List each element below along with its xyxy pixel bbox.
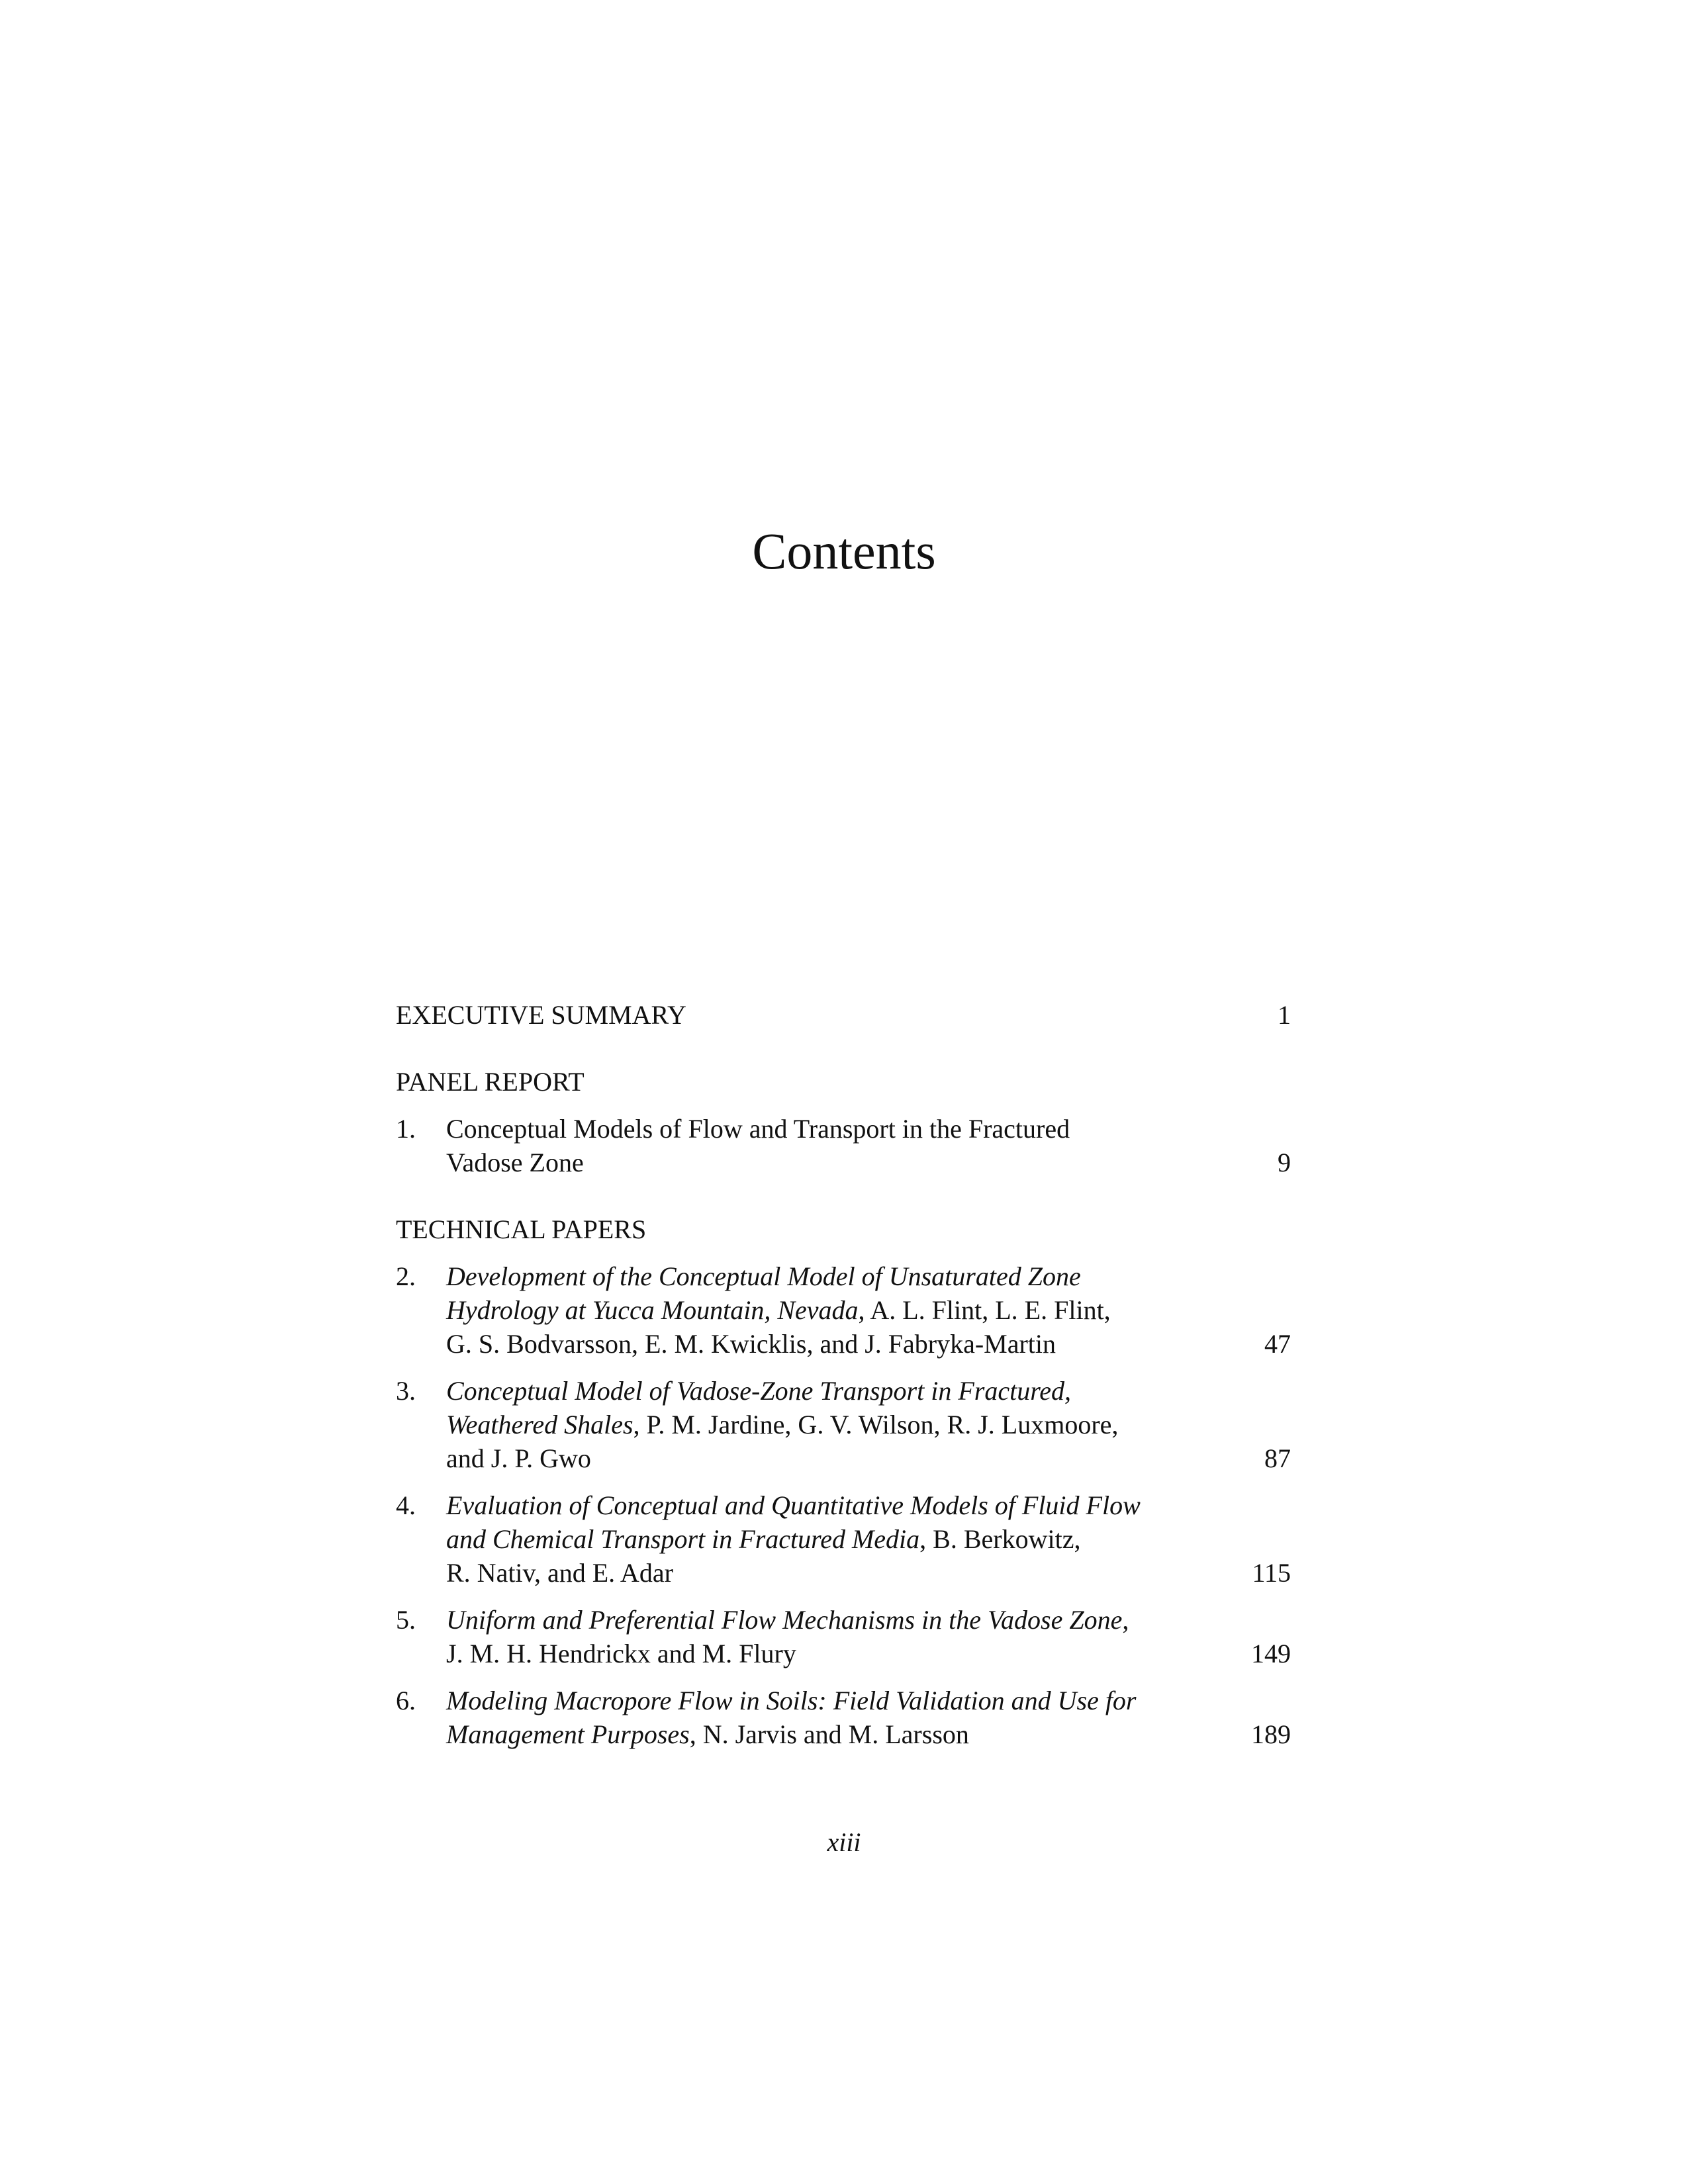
toc-entry-title: [446, 1374, 1211, 1475]
toc-entry-line: [446, 1717, 1211, 1751]
toc-section-label: TECHNICAL PAPERS: [396, 1214, 647, 1244]
toc-page-number: 87: [1264, 1443, 1291, 1473]
panel-report-entries: [396, 1112, 1291, 1179]
toc-executive-summary[interactable]: [396, 998, 1291, 1032]
toc-entry-line: [446, 1146, 1211, 1179]
toc-entry-line: [446, 1684, 1211, 1717]
toc-entry-line-plain: Vadose Zone: [446, 1148, 584, 1177]
toc-section-heading: [396, 1065, 1291, 1099]
toc-entry-line-plain: ,: [1122, 1605, 1129, 1635]
toc-entry-line: [446, 1293, 1211, 1327]
page-title: Contents: [752, 522, 936, 580]
toc-entry-number: 4.: [396, 1490, 416, 1520]
toc-entry-line: [446, 1522, 1211, 1556]
toc-entry-line-plain: and J. P. Gwo: [446, 1443, 591, 1473]
toc-entry-line-plain: G. S. Bodvarsson, E. M. Kwicklis, and J. Fabryka-Martin: [446, 1329, 1056, 1359]
toc-entry-line: [446, 1408, 1211, 1441]
toc-entry-line-italic: Uniform and Preferential Flow Mechanisms in the Vadose Zone: [446, 1605, 1123, 1635]
toc-entry-line: [446, 1441, 1211, 1475]
toc-entry-line: [446, 1488, 1211, 1522]
toc-entry[interactable]: [396, 1684, 1291, 1751]
toc-entry-line-plain: , N. Jarvis and M. Larsson: [689, 1719, 969, 1749]
toc-entry-line-plain: J. M. H. Hendrickx and M. Flury: [446, 1639, 796, 1668]
table-of-contents: [396, 998, 1291, 1751]
toc-entry[interactable]: [396, 1603, 1291, 1670]
toc-entry[interactable]: [396, 1488, 1291, 1590]
toc-page-number: 149: [1251, 1639, 1291, 1668]
page-folio: xiii: [827, 1827, 861, 1857]
toc-entry[interactable]: [396, 1259, 1291, 1361]
toc-entry-line-italic: Management Purposes: [446, 1719, 690, 1749]
toc-entry-number: 1.: [396, 1114, 416, 1144]
toc-entry-title: [446, 1112, 1211, 1179]
toc-page-number: 1: [1278, 1000, 1291, 1030]
toc-section-label: PANEL REPORT: [396, 1067, 585, 1097]
toc-entry-line: [446, 1259, 1211, 1293]
toc-entry-line-plain: , B. Berkowitz,: [919, 1524, 1081, 1554]
toc-entry-line-italic: Development of the Conceptual Model of Unsaturated Zone: [446, 1261, 1081, 1291]
toc-entry-line: [446, 1556, 1211, 1590]
toc-entry-line: [446, 1327, 1211, 1361]
toc-entry[interactable]: [396, 1112, 1291, 1179]
toc-entry-line-italic: Evaluation of Conceptual and Quantitative Models of Fluid Flow: [446, 1490, 1141, 1520]
toc-entry-line: [446, 1637, 1211, 1670]
toc-entry-number: 6.: [396, 1686, 416, 1715]
toc-page-number: 115: [1252, 1558, 1291, 1588]
toc-entry-line: [446, 1603, 1211, 1637]
toc-entry-title: [446, 1684, 1211, 1751]
toc-entry-line-italic: Modeling Macropore Flow in Soils: Field Validation and Use for: [446, 1686, 1137, 1715]
toc-section-label: EXECUTIVE SUMMARY: [396, 1000, 686, 1030]
toc-entry-line-italic: and Chemical Transport in Fractured Media: [446, 1524, 920, 1554]
toc-entry-title: [446, 1603, 1211, 1670]
toc-section-heading: [396, 1212, 1291, 1246]
toc-entry-line-plain: R. Nativ, and E. Adar: [446, 1558, 673, 1588]
toc-entry-title: [446, 1259, 1211, 1361]
technical-papers-entries: [396, 1259, 1291, 1751]
toc-page-number: 47: [1264, 1329, 1291, 1359]
toc-entry-line-italic: Hydrology at Yucca Mountain, Nevada: [446, 1295, 859, 1325]
toc-entry-line-plain: Conceptual Models of Flow and Transport in the Fractured: [446, 1114, 1070, 1144]
toc-entry-title: [446, 1488, 1211, 1590]
toc-entry-number: 5.: [396, 1605, 416, 1635]
toc-page-number: 9: [1278, 1148, 1291, 1177]
toc-page-number: 189: [1251, 1719, 1291, 1749]
toc-entry-line-italic: Conceptual Model of Vadose-Zone Transport in Fractured,: [446, 1376, 1072, 1406]
toc-entry-number: 2.: [396, 1261, 416, 1291]
toc-entry-line: [446, 1374, 1211, 1408]
toc-entry-line-plain: , P. M. Jardine, G. V. Wilson, R. J. Luxmoore,: [633, 1410, 1119, 1439]
toc-entry-number: 3.: [396, 1376, 416, 1406]
toc-entry-line-plain: , A. L. Flint, L. E. Flint,: [858, 1295, 1111, 1325]
toc-entry[interactable]: [396, 1374, 1291, 1475]
toc-entry-line: [446, 1112, 1211, 1146]
toc-entry-line-italic: Weathered Shales: [446, 1410, 633, 1439]
